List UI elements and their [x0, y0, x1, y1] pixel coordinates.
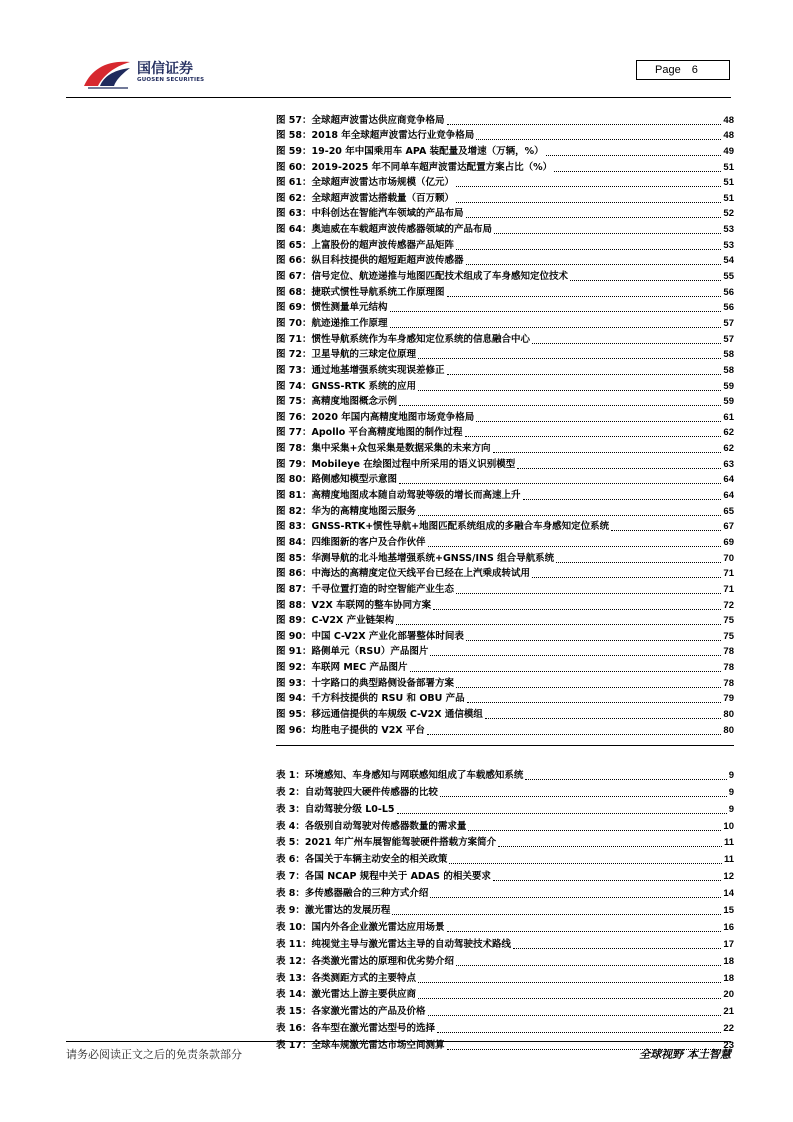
figure-entry-page: 71: [723, 583, 734, 595]
figure-entry-page: 62: [723, 427, 734, 439]
figure-entry-label: 图 68：: [276, 286, 312, 298]
table-entry-title: 自动驾驶四大硬件传感器的比较: [304, 786, 438, 798]
table-entry[interactable]: [276, 1001, 734, 1018]
figure-entry-title: 奥迪威在车载超声波传感器领域的产品布局: [311, 224, 493, 236]
figure-entry-page: 48: [723, 114, 734, 126]
figure-entry-page: 59: [723, 380, 734, 392]
figure-entry[interactable]: [276, 127, 734, 143]
table-entry-page: 23: [723, 1040, 734, 1052]
figure-entry[interactable]: [276, 330, 734, 346]
table-entry[interactable]: [276, 765, 734, 782]
figure-entry-page: 58: [723, 364, 734, 376]
dot-leader: [523, 499, 722, 500]
dot-leader: [437, 1032, 721, 1033]
figure-entry[interactable]: [276, 486, 734, 502]
figure-entry[interactable]: [276, 111, 734, 127]
figure-entry-title: 捷联式惯性导航系统工作原理图: [311, 286, 445, 298]
figure-entry[interactable]: [276, 283, 734, 299]
dot-leader: [418, 358, 721, 359]
figure-entry[interactable]: [276, 408, 734, 424]
figure-entry-title: 全球超声波雷达搭载量（百万颗）: [311, 192, 455, 204]
table-entry[interactable]: [276, 799, 734, 816]
figure-entry-page: 53: [723, 239, 734, 251]
table-entry-label: 表 3：: [276, 803, 305, 815]
figure-entry-title: 2019-2025 年不同单车超声波雷达配置方案占比（%）: [311, 161, 553, 173]
figure-entry-page: 65: [723, 505, 734, 517]
figure-entry-title: 中科创达在智能汽车领域的产品布局: [311, 208, 464, 220]
dot-leader: [418, 515, 721, 516]
figure-entry-label: 图 88：: [276, 599, 312, 611]
dot-leader: [456, 202, 721, 203]
dot-leader: [554, 171, 721, 172]
figure-entry-label: 图 84：: [276, 536, 312, 548]
figure-entry-title: 集中采集+众包采集是数据采集的未来方向: [311, 443, 491, 455]
dot-leader: [493, 880, 722, 881]
table-entry-title: 2021 年广州车展智能驾驶硬件搭载方案简介: [304, 837, 497, 849]
figure-entry[interactable]: [276, 549, 734, 565]
figure-entry[interactable]: [276, 502, 734, 518]
figure-entry-title: 2018 年全球超声波雷达行业竞争格局: [311, 130, 475, 142]
table-entry-title: 多传感器融合的三种方式介绍: [304, 888, 429, 900]
table-entry[interactable]: [276, 917, 734, 934]
table-entry-page: 11: [723, 854, 734, 866]
figure-entry-page: 49: [723, 145, 734, 157]
figure-entry[interactable]: [276, 627, 734, 643]
table-entry-title: 全球车规激光雷达市场空间测算: [311, 1040, 445, 1052]
dot-leader: [532, 577, 721, 578]
dot-leader: [447, 374, 722, 375]
figure-entry-page: 67: [723, 521, 734, 533]
figure-entry-title: GNSS-RTK+惯性导航+地图匹配系统组成的多融合车身感知定位系统: [311, 521, 610, 533]
table-entry-page: 16: [723, 921, 734, 933]
figure-entry-label: 图 86：: [276, 568, 312, 580]
table-entry-title: 自动驾驶分级 L0-L5: [304, 803, 395, 815]
figure-entry-page: 80: [723, 708, 734, 720]
table-entry-page: 20: [723, 989, 734, 1001]
figure-entry-page: 80: [723, 724, 734, 736]
dot-leader: [447, 296, 722, 297]
figure-entry-title: 全球超声波雷达市场规模（亿元）: [311, 177, 455, 189]
figure-entry[interactable]: [276, 705, 734, 721]
table-entry-page: 18: [723, 972, 734, 984]
figure-entry[interactable]: [276, 424, 734, 440]
figure-entry-title: 千方科技提供的 RSU 和 OBU 产品: [311, 693, 465, 705]
figure-entry-page: 71: [723, 568, 734, 580]
dot-leader: [494, 233, 721, 234]
table-entry-title: 国内外各企业激光雷达应用场景: [311, 921, 445, 933]
figure-entry-page: 78: [723, 662, 734, 674]
dot-leader: [546, 155, 722, 156]
dot-leader: [493, 452, 722, 453]
dot-leader: [498, 846, 722, 847]
dot-leader: [456, 965, 721, 966]
figure-entry-label: 图 90：: [276, 630, 312, 642]
figure-entry-title: 华测导航的北斗地基增强系统+GNSS/INS 组合导航系统: [311, 552, 555, 564]
figure-entry-page: 59: [723, 396, 734, 408]
dot-leader: [476, 139, 721, 140]
dot-leader: [428, 546, 722, 547]
table-entry[interactable]: [276, 1018, 734, 1035]
figure-entry[interactable]: [276, 580, 734, 596]
dot-leader: [532, 343, 721, 344]
figure-entry-page: 62: [723, 443, 734, 455]
dot-leader: [466, 640, 722, 641]
table-entry-title: 各车型在激光雷达型号的选择: [311, 1023, 436, 1035]
dot-leader: [427, 734, 721, 735]
figure-entry-label: 图 96：: [276, 724, 312, 736]
figure-entry-label: 图 73：: [276, 364, 312, 376]
table-entry[interactable]: [276, 934, 734, 951]
figure-entry[interactable]: [276, 533, 734, 549]
dot-leader: [467, 702, 722, 703]
dot-leader: [466, 264, 722, 265]
figure-entry[interactable]: [276, 565, 734, 581]
figure-entry-title: 惯性导航系统作为车身感知定位系统的信息融合中心: [311, 333, 531, 345]
table-entry[interactable]: [276, 816, 734, 833]
figure-entry-page: 48: [723, 130, 734, 142]
dot-leader: [430, 897, 721, 898]
table-entry[interactable]: [276, 968, 734, 985]
figure-entry-page: 70: [723, 552, 734, 564]
figure-entry-title: 移远通信提供的车规级 C-V2X 通信模组: [311, 708, 483, 720]
dot-leader: [396, 624, 721, 625]
dot-leader: [433, 609, 721, 610]
figure-entry-page: 54: [723, 255, 734, 267]
figure-entry-page: 78: [723, 646, 734, 658]
figure-entry-label: 图 62：: [276, 192, 312, 204]
figure-entry-title: 高精度地图成本随自动驾驶等级的增长而高速上升: [311, 490, 521, 502]
table-entry-page: 21: [723, 1006, 734, 1018]
figure-entry-label: 图 59：: [276, 145, 312, 157]
figure-entry-label: 图 66：: [276, 255, 312, 267]
figure-entry[interactable]: [276, 236, 734, 252]
dot-leader: [390, 327, 722, 328]
figure-entry-title: 均胜电子提供的 V2X 平台: [311, 724, 425, 736]
figure-entry-label: 图 67：: [276, 271, 312, 283]
figure-entry-label: 图 60：: [276, 161, 312, 173]
figure-entry-label: 图 64：: [276, 224, 312, 236]
dot-leader: [485, 718, 722, 719]
dot-leader: [456, 186, 721, 187]
table-entry-label: 表 7：: [276, 871, 305, 883]
figure-entry-page: 56: [723, 302, 734, 314]
figure-entry-title: 路侧单元（RSU）产品图片: [311, 646, 429, 658]
figure-entry-title: GNSS-RTK 系统的应用: [311, 380, 417, 392]
figure-entry-label: 图 58：: [276, 130, 312, 142]
table-entry[interactable]: [276, 951, 734, 968]
table-entry-page: 9: [728, 786, 734, 798]
figure-entry-title: Apollo 平台高精度地图的制作过程: [311, 427, 463, 439]
figure-entry-label: 图 74：: [276, 380, 312, 392]
figure-entry-label: 图 65：: [276, 239, 312, 251]
figure-entry-page: 56: [723, 286, 734, 298]
figure-entry[interactable]: [276, 721, 734, 737]
figure-entry-title: 华为的高精度地图云服务: [311, 505, 417, 517]
table-entry-label: 表 15：: [276, 1006, 312, 1018]
figure-entry[interactable]: [276, 674, 734, 690]
table-entry[interactable]: [276, 833, 734, 850]
figure-entry-label: 图 61：: [276, 177, 312, 189]
figure-entry[interactable]: [276, 189, 734, 205]
figure-entry-page: 79: [723, 693, 734, 705]
figure-entry[interactable]: [276, 596, 734, 612]
dot-leader: [468, 830, 721, 831]
figure-entry-label: 图 69：: [276, 302, 312, 314]
dot-leader: [449, 863, 722, 864]
table-entry-page: 11: [723, 837, 734, 849]
dot-leader: [556, 562, 721, 563]
figure-entry[interactable]: [276, 690, 734, 706]
figure-entry[interactable]: [276, 377, 734, 393]
figure-entry-title: V2X 车联网的整车协同方案: [311, 599, 432, 611]
table-entry-label: 表 10：: [276, 921, 312, 933]
table-entry-label: 表 4：: [276, 820, 305, 832]
table-entry[interactable]: [276, 849, 734, 866]
figure-entry[interactable]: [276, 658, 734, 674]
figure-entry-page: 52: [723, 208, 734, 220]
figure-entry-title: 四维图新的客户及合作伙伴: [311, 536, 426, 548]
dot-leader: [447, 931, 722, 932]
figure-entry[interactable]: [276, 393, 734, 409]
figure-entry[interactable]: [276, 252, 734, 268]
table-entry-label: 表 12：: [276, 955, 312, 967]
dot-leader: [525, 779, 726, 780]
table-entry-label: 表 11：: [276, 938, 312, 950]
figure-entry-title: 通过地基增强系统实现误差修正: [311, 364, 445, 376]
table-entry[interactable]: [276, 900, 734, 917]
table-entry-title: 各级别自动驾驶对传感器数量的需求量: [304, 820, 467, 832]
figure-entry-page: 72: [723, 599, 734, 611]
figure-entry-page: 69: [723, 536, 734, 548]
dot-leader: [397, 813, 727, 814]
figure-entry[interactable]: [276, 158, 734, 174]
figure-index: [276, 111, 734, 737]
figure-entry-page: 51: [723, 192, 734, 204]
figure-entry-page: 75: [723, 630, 734, 642]
dot-leader: [513, 948, 721, 949]
figure-entry-label: 图 82：: [276, 505, 312, 517]
table-entry-page: 9: [728, 769, 734, 781]
figure-entry-page: 51: [723, 177, 734, 189]
footer-divider: [66, 1041, 731, 1042]
dot-leader: [430, 655, 721, 656]
figure-entry-label: 图 72：: [276, 349, 312, 361]
figure-entry-label: 图 83：: [276, 521, 312, 533]
table-entry-label: 表 14：: [276, 989, 312, 1001]
table-entry-label: 表 5：: [276, 837, 305, 849]
figure-entry[interactable]: [276, 439, 734, 455]
table-entry[interactable]: [276, 866, 734, 883]
table-entry-page: 17: [723, 938, 734, 950]
table-entry-label: 表 13：: [276, 972, 312, 984]
figure-entry-title: Mobileye 在绘图过程中所采用的语义识别模型: [311, 458, 516, 470]
table-entry[interactable]: [276, 883, 734, 900]
figure-entry[interactable]: [276, 220, 734, 236]
dot-leader: [390, 311, 722, 312]
figure-entry-label: 图 57：: [276, 114, 312, 126]
figure-entry-title: 高精度地图概念示例: [311, 396, 398, 408]
table-entry-title: 激光雷达上游主要供应商: [311, 989, 417, 1001]
figure-entry-title: C-V2X 产业链架构: [311, 615, 395, 627]
table-entry-page: 9: [728, 803, 734, 815]
figure-entry-title: 中海达的高精度定位天线平台已经在上汽乘成转试用: [311, 568, 531, 580]
dot-leader: [466, 217, 722, 218]
page-indicator: [636, 60, 730, 80]
table-entry-label: 表 6：: [276, 854, 305, 866]
figure-entry[interactable]: [276, 174, 734, 190]
figure-entry-label: 图 80：: [276, 474, 312, 486]
figure-entry-title: 十字路口的典型路侧设备部署方案: [311, 677, 455, 689]
dot-leader: [456, 687, 721, 688]
header-divider: [66, 97, 731, 98]
figure-entry[interactable]: [276, 346, 734, 362]
figure-entry[interactable]: [276, 471, 734, 487]
dot-leader: [418, 998, 721, 999]
guosen-logo: [82, 56, 205, 90]
figure-entry-label: 图 70：: [276, 317, 312, 329]
table-entry-page: 14: [723, 888, 734, 900]
figure-entry-label: 图 85：: [276, 552, 312, 564]
dot-leader: [570, 280, 721, 281]
table-entry-title: 各国关于车辆主动安全的相关政策: [304, 854, 448, 866]
table-entry-title: 激光雷达的发展历程: [304, 905, 391, 917]
figure-entry-page: 53: [723, 224, 734, 236]
dot-leader: [410, 671, 722, 672]
figure-entry-label: 图 91：: [276, 646, 312, 658]
dot-leader: [456, 593, 721, 594]
table-entry-label: 表 17：: [276, 1040, 312, 1052]
dot-leader: [418, 390, 721, 391]
figure-entry-title: 车联网 MEC 产品图片: [311, 662, 408, 674]
footer-disclaimer: 请务必阅读正文之后的免责条款部分: [66, 1048, 242, 1061]
figure-entry-label: 图 79：: [276, 458, 312, 470]
dot-leader: [465, 436, 722, 437]
figure-entry-title: 全球超声波雷达供应商竞争格局: [311, 114, 445, 126]
dot-leader: [392, 914, 721, 915]
footer-slogan: 全球视野 本土智慧: [639, 1048, 731, 1061]
table-entry-page: 10: [723, 820, 734, 832]
table-entry-page: 22: [723, 1023, 734, 1035]
dot-leader: [517, 468, 721, 469]
figure-entry-label: 图 75：: [276, 396, 312, 408]
dot-leader: [399, 483, 721, 484]
table-entry-title: 纯视觉主导与激光雷达主导的自动驾驶技术路线: [311, 938, 512, 950]
dot-leader: [611, 530, 721, 531]
figure-entry[interactable]: [276, 612, 734, 628]
figure-entry-title: 千寻位置打造的时空智能产业生态: [311, 583, 455, 595]
figure-entry-page: 51: [723, 161, 734, 173]
figure-entry-label: 图 77：: [276, 427, 312, 439]
table-entry[interactable]: [276, 985, 734, 1002]
table-entry-title: 各家激光雷达的产品及价格: [311, 1006, 426, 1018]
figure-entry-title: 惯性测量单元结构: [311, 302, 388, 314]
page-label: Page: [655, 64, 681, 76]
table-entry-title: 各类测距方式的主要特点: [311, 972, 417, 984]
table-entry-page: 15: [723, 905, 734, 917]
brand-name-en: GUOSEN SECURITIES: [137, 77, 205, 83]
dot-leader: [440, 796, 727, 797]
figure-entry[interactable]: [276, 205, 734, 221]
figure-entry-label: 图 76：: [276, 411, 312, 423]
figure-entry-label: 图 89：: [276, 615, 312, 627]
figure-entry-page: 57: [723, 333, 734, 345]
figure-entry-title: 信号定位、航迹递推与地图匹配技术组成了车身感知定位技术: [311, 271, 569, 283]
figure-entry-label: 图 63：: [276, 208, 312, 220]
table-entry-page: 12: [723, 871, 734, 883]
dot-leader: [476, 421, 721, 422]
figure-entry[interactable]: [276, 455, 734, 471]
page-number: 6: [691, 64, 698, 76]
dot-leader: [418, 982, 721, 983]
figure-entry[interactable]: [276, 518, 734, 534]
figure-entry-label: 图 78：: [276, 443, 312, 455]
figure-entry-page: 64: [723, 474, 734, 486]
figure-entry-label: 图 81：: [276, 490, 312, 502]
figure-entry-title: 航迹递推工作原理: [311, 317, 388, 329]
dot-leader: [399, 405, 721, 406]
figure-entry-label: 图 92：: [276, 662, 312, 674]
figure-entry-page: 78: [723, 677, 734, 689]
table-entry-title: 环境感知、车身感知与网联感知组成了车载感知系统: [304, 769, 524, 781]
guosen-logo-icon: [82, 56, 134, 90]
figure-entry[interactable]: [276, 299, 734, 315]
figure-entry-title: 纵目科技提供的超短距超声波传感器: [311, 255, 464, 267]
table-entry-label: 表 9：: [276, 905, 305, 917]
figure-entry-label: 图 94：: [276, 693, 312, 705]
dot-leader: [428, 1015, 722, 1016]
figure-entry-title: 路侧感知模型示意图: [311, 474, 398, 486]
figure-entry-page: 75: [723, 615, 734, 627]
figure-entry-title: 19-20 年中国乘用车 APA 装配量及增速（万辆，%）: [311, 145, 544, 157]
table-entry-page: 18: [723, 955, 734, 967]
figure-entry-label: 图 71：: [276, 333, 312, 345]
figure-entry-page: 63: [723, 458, 734, 470]
figure-entry-page: 61: [723, 411, 734, 423]
page-header: [0, 0, 793, 100]
figure-entry[interactable]: [276, 314, 734, 330]
figure-entry-label: 图 95：: [276, 708, 312, 720]
dot-leader: [447, 124, 722, 125]
figure-entry[interactable]: [276, 643, 734, 659]
table-entry-label: 表 16：: [276, 1023, 312, 1035]
table-entry-label: 表 8：: [276, 888, 305, 900]
figure-entry-title: 卫星导航的三球定位原理: [311, 349, 417, 361]
table-entry[interactable]: [276, 782, 734, 799]
figure-entry-page: 57: [723, 317, 734, 329]
figure-entry-title: 中国 C-V2X 产业化部署整体时间表: [311, 630, 464, 642]
table-entry-label: 表 2：: [276, 786, 305, 798]
figure-entry[interactable]: [276, 142, 734, 158]
figure-entry-page: 64: [723, 490, 734, 502]
brand-name-cn: 国信证券: [137, 61, 193, 77]
table-entry-title: 各类激光雷达的原理和优劣势介绍: [311, 955, 455, 967]
figure-entry-page: 55: [723, 271, 734, 283]
figure-entry[interactable]: [276, 361, 734, 377]
figure-entry-title: 2020 年国内高精度地图市场竞争格局: [311, 411, 475, 423]
figure-entry-label: 图 93：: [276, 677, 312, 689]
table-index: [276, 765, 734, 1052]
figure-entry[interactable]: [276, 267, 734, 283]
dot-leader: [456, 249, 721, 250]
table-entry-title: 各国 NCAP 规程中关于 ADAS 的相关要求: [304, 871, 491, 883]
figure-entry-title: 上富股份的超声波传感器产品矩阵: [311, 239, 455, 251]
figure-entry-page: 58: [723, 349, 734, 361]
section-divider: [276, 745, 734, 746]
table-entry-label: 表 1：: [276, 769, 305, 781]
figure-entry-label: 图 87：: [276, 583, 312, 595]
